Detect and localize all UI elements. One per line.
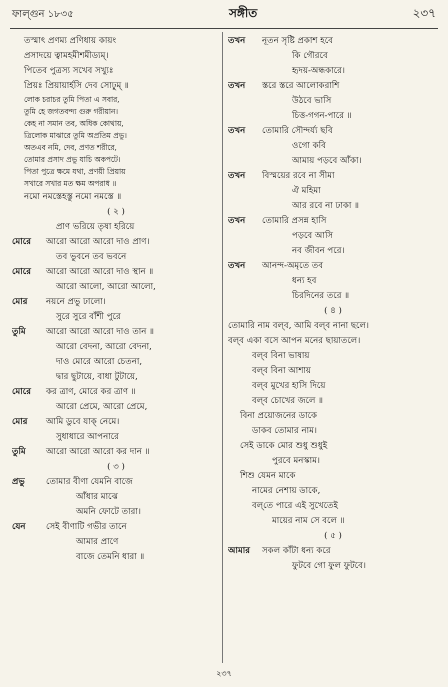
verse-line [228, 244, 438, 259]
line-text: নামের নেশায় ডাকে, [252, 486, 321, 496]
verse-line [12, 295, 220, 310]
line-text: পিতেব পুত্রস্য সখেব সখ্যুঃ [24, 66, 114, 76]
line-text: আরো আরো আরো কর দান ॥ [46, 447, 150, 457]
line-text: প্রসাদয়ে ত্বামহমীশমীড্যম্। [24, 51, 109, 61]
verse-line [228, 109, 438, 124]
verse-line [228, 394, 438, 409]
line-text: দাও মোরে আরো চেতনা, [56, 357, 143, 367]
line-text: তুমি হে জগতবন্দ্য গুরু গরীয়ান। [24, 107, 119, 116]
verse-line [12, 520, 220, 535]
verse-line [228, 334, 438, 349]
line-text: বল্‌ব চোখের জলে ॥ [252, 396, 324, 406]
verse-line [228, 349, 438, 364]
line-text: ( ৪ ) [324, 306, 342, 316]
verse-line [228, 94, 438, 109]
verse-line [228, 499, 438, 514]
line-text: আরো আরো আরো দাও প্রাণ। [46, 237, 150, 247]
verse-line [228, 319, 438, 334]
verse-line [228, 439, 438, 454]
line-text: তোমারি সৌন্দর্য্য ছবি [262, 126, 333, 136]
line-text: সকল কাঁটা ধন্য করে [262, 546, 331, 556]
line-text: বিনা প্রয়োজনের ডাকে [240, 411, 318, 421]
verse-line [12, 265, 220, 280]
line-text: ডাকব তোমার নাম। [252, 426, 317, 436]
verse-line [228, 229, 438, 244]
line-text: পুরবে মনস্কাম। [272, 456, 320, 466]
verse-line [12, 535, 220, 550]
verse-line [228, 259, 438, 274]
line-lead-word: যেন [12, 522, 26, 532]
line-lead-word: তুমি [12, 327, 26, 337]
verse-line [12, 325, 220, 340]
verse-line [228, 544, 438, 559]
line-text: বল্‌তে পারে এই সুখেতেই [252, 501, 338, 511]
line-text: কি গৌরবে [292, 51, 328, 61]
line-lead-word: তখন [228, 36, 246, 46]
line-lead-word: আমার [228, 546, 251, 556]
verse-line [228, 154, 438, 169]
verse-line [228, 199, 438, 214]
header-page-number: ২৩৭ [412, 6, 436, 20]
verse-line [12, 550, 220, 565]
page-footer: ২৩৭ [216, 669, 232, 678]
verse-line [12, 106, 220, 118]
line-text: আরো প্রেমে, আরো প্রেমে, [56, 402, 148, 412]
line-lead-word: প্রভু [12, 477, 25, 487]
line-text: বল্‌ব একা বসে আপন মনের ছায়াতলে। [228, 336, 361, 346]
line-lead-word: তখন [228, 81, 246, 91]
line-text: তোমারি প্রসন্ন হাসি [262, 216, 327, 226]
line-text: আরো আরো আরো দাও তান ॥ [46, 327, 155, 337]
line-lead-word: তখন [228, 126, 246, 136]
line-lead-word: মোরে [12, 387, 31, 397]
line-text: তোমার বীণা যেমনি বাজে [46, 477, 133, 487]
verse-line [12, 505, 220, 520]
verse-line [12, 64, 220, 79]
verse-line [228, 514, 438, 529]
line-text: আনন্দ-অমৃতে তব [262, 261, 324, 271]
line-lead-word: তখন [228, 216, 246, 226]
line-text: ( ৫ ) [324, 531, 342, 541]
line-text: অতএব নমি, দেব, প্রণত শরীরে, [24, 143, 117, 152]
verse-line [228, 214, 438, 229]
verse-line [228, 169, 438, 184]
header-title: সঙ্গীত [228, 6, 258, 20]
line-text: বল্‌ব বিনা ভাষায় [252, 351, 310, 361]
verse-line [12, 460, 220, 475]
verse-line [12, 490, 220, 505]
left-column [12, 34, 220, 565]
verse-line [228, 64, 438, 79]
line-text: তস্মাৎ প্রণম্য প্রণিধায় কায়ং [24, 36, 117, 46]
verse-line [12, 220, 220, 235]
line-text: আরো বেদনা, আরো বেদনা, [56, 342, 152, 352]
line-text: নব জীবন পরে। [292, 246, 345, 256]
right-column [228, 34, 438, 574]
line-text: ( ৩ ) [107, 462, 125, 472]
line-text: উঠবে ভাসি [292, 96, 332, 106]
verse-line [12, 370, 220, 385]
verse-line [228, 49, 438, 64]
verse-line [228, 484, 438, 499]
line-text: আমি ডুবে যাক্ নেমে। [46, 417, 120, 427]
verse-line [12, 142, 220, 154]
line-text: অমনি ফোটে তারা। [76, 507, 141, 517]
verse-line [228, 184, 438, 199]
verse-line [12, 34, 220, 49]
line-lead-word: তখন [228, 261, 246, 271]
line-text: হৃদয়-অন্ধকারে। [292, 66, 345, 76]
verse-line [12, 250, 220, 265]
column-divider [222, 32, 223, 663]
line-text: দ্বার ছুটায়ে, বাধা টুটায়ে, [56, 372, 138, 382]
verse-line [228, 424, 438, 439]
line-text: ( ২ ) [107, 207, 125, 217]
verse-line [12, 118, 220, 130]
verse-line [12, 415, 220, 430]
verse-line [12, 166, 220, 178]
line-text: আরো আরো আরো দাও স্থান ॥ [46, 267, 154, 277]
line-text: কর ত্রাণ, মোরে কর ত্রাণ ॥ [46, 387, 136, 397]
verse-line [228, 139, 438, 154]
verse-line [12, 178, 220, 190]
verse-line [228, 454, 438, 469]
line-lead-word: তখন [228, 171, 246, 181]
verse-line [12, 280, 220, 295]
line-text: স্তরে স্তরে আলোকরাশি [262, 81, 340, 91]
line-text: সেই বীণাটি গভীর তানে [46, 522, 127, 532]
line-text: চিরদিনের তরে ॥ [292, 291, 350, 301]
line-text: ঐ মহিমা [292, 186, 321, 196]
line-text: ওগো কবি [292, 141, 326, 151]
verse-line [12, 235, 220, 250]
verse-line [228, 34, 438, 49]
line-text: আরো আলো, আরো আলো, [56, 282, 156, 292]
line-text: নমো নমস্তেহস্তু নমো নমস্তে ॥ [24, 192, 122, 202]
line-text: সখারে সখার মত ক্ষম অপরাধ ॥ [24, 179, 117, 188]
line-text: নূতন সৃষ্টি প্রকাশ হবে [262, 36, 333, 46]
page-header [12, 6, 436, 24]
verse-line [228, 409, 438, 424]
line-text: পড়বে আসি [292, 231, 334, 241]
line-text: শিশু যেমন মাকে [240, 471, 296, 481]
verse-line [12, 79, 220, 94]
verse-line [12, 94, 220, 106]
line-text: প্রিয়ঃ প্রিয়ায়ার্হসি দেব সোঢ়ুম্ ॥ [24, 81, 129, 91]
line-text: তোমারি নাম বল্‌ব, আমি বল্‌ব নানা ছলে। [228, 321, 369, 331]
verse-line [12, 205, 220, 220]
verse-line [12, 475, 220, 490]
verse-line [12, 154, 220, 166]
line-text: লোক চরাচর তুমি পিতা এ সবার, [24, 95, 120, 104]
line-text: কেহ না সমান তব, অধিক কোথায়, [24, 119, 124, 128]
header-date: ফাল্গুন ১৮৩৫ [12, 8, 74, 20]
line-text: আমায় পড়বে আঁকা। [292, 156, 362, 166]
verse-line [12, 355, 220, 370]
verse-line [228, 124, 438, 139]
verse-line [12, 400, 220, 415]
line-text: আমার প্রাণে [76, 537, 119, 547]
verse-line [12, 430, 220, 445]
verse-line [12, 190, 220, 205]
line-text: পিতা পুত্রে ক্ষমে যথা, প্রণয়ী প্রিয়ায় [24, 167, 126, 176]
line-text: ধন্য হব [292, 276, 317, 286]
verse-line [12, 130, 220, 142]
line-text: প্রাণ ভরিয়ে তৃষা হরিয়ে [56, 222, 135, 232]
line-text: চিত্ত-গগন-পারে ॥ [292, 111, 352, 121]
verse-line [228, 304, 438, 319]
line-lead-word: মোরে [12, 267, 31, 277]
line-text: আঁধার মাঝে [76, 492, 119, 502]
verse-line [228, 529, 438, 544]
line-text: বল্‌ব মুখের হাসি দিয়ে [252, 381, 326, 391]
verse-line [228, 559, 438, 574]
line-text: নয়নে প্রভু ঢালো। [46, 297, 106, 307]
line-text: বাজে তেমনি ধারা ॥ [76, 552, 145, 562]
verse-line [228, 274, 438, 289]
verse-line [12, 340, 220, 355]
line-text: আর রবে না ঢাকা ॥ [292, 201, 359, 211]
line-text: ফুটবে গো ফুল ফুটবে। [292, 561, 366, 571]
line-text: মায়ের নাম সে বলে ॥ [272, 516, 345, 526]
line-lead-word: মোর [12, 417, 28, 427]
verse-line [12, 310, 220, 325]
line-text: সেই ডাকে মোর শুধু শুধুই [240, 441, 328, 451]
line-lead-word: মোর [12, 297, 28, 307]
line-lead-word: মোরে [12, 237, 31, 247]
verse-line [12, 445, 220, 460]
verse-line [12, 49, 220, 64]
verse-line [228, 379, 438, 394]
line-text: বিস্ময়ের রবে না সীমা [262, 171, 335, 181]
verse-line [228, 364, 438, 379]
verse-line [12, 385, 220, 400]
line-lead-word: তুমি [12, 447, 26, 457]
verse-line [228, 79, 438, 94]
verse-line [228, 469, 438, 484]
header-rule [10, 28, 438, 29]
line-text: তব ভুবনে তব ভবনে [56, 252, 127, 262]
verse-line [228, 289, 438, 304]
line-text: সুধাধারে আপনারে [56, 432, 119, 442]
line-text: সুরে সুরে বাঁশী পুরে [56, 312, 121, 322]
line-text: ত্রিলোক মাঝারে তুমি অপ্রতিম প্রভু। [24, 131, 127, 140]
line-text: তোমার প্রসাদ প্রভু যাচি অকপটে। [24, 155, 121, 164]
line-text: বল্‌ব বিনা আশায় [252, 366, 311, 376]
